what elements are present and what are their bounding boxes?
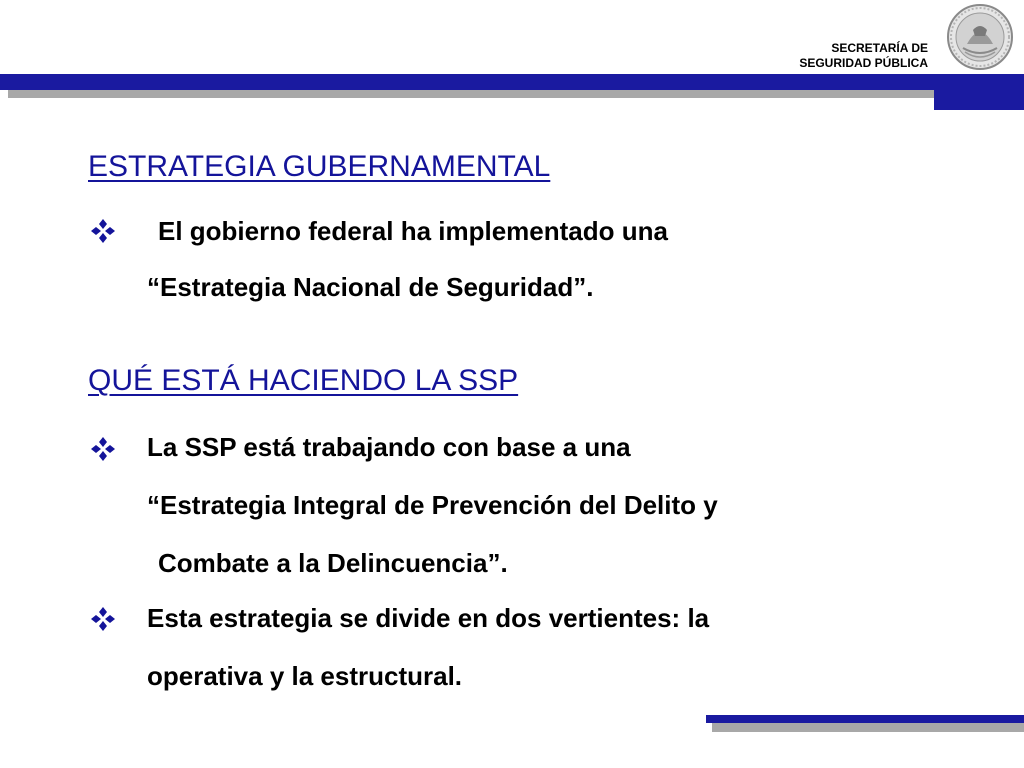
footer-blue-stripe bbox=[706, 715, 1024, 723]
four-diamond-bullet-icon bbox=[90, 606, 116, 632]
four-diamond-bullet-icon bbox=[90, 218, 116, 244]
bullet-2-line-2: “Estrategia Integral de Prevención del Delito y bbox=[147, 490, 718, 520]
bullet-3-line-1: Esta estrategia se divide en dos vertientes: la bbox=[147, 603, 710, 633]
section-title-estrategia: ESTRATEGIA GUBERNAMENTAL bbox=[88, 150, 551, 183]
bullet-2-line-3: Combate a la Delincuencia”. bbox=[158, 548, 508, 578]
footer-gray-stripe bbox=[712, 723, 1024, 732]
bullet-2-line-1: La SSP está trabajando con base a una bbox=[147, 432, 631, 462]
bullet-1-line-1: El gobierno federal ha implementado una bbox=[158, 216, 668, 246]
header-blue-stripe bbox=[0, 74, 934, 90]
bullet-3-line-2: operativa y la estructural. bbox=[147, 661, 463, 691]
bullet-1-line-2: “Estrategia Nacional de Seguridad”. bbox=[147, 272, 594, 302]
section-title-ssp: QUÉ ESTÁ HACIENDO LA SSP bbox=[88, 364, 519, 397]
four-diamond-bullet-icon bbox=[90, 436, 116, 462]
org-line-2: SEGURIDAD PÚBLICA bbox=[799, 56, 928, 70]
organization-name bbox=[799, 41, 928, 71]
logo-inner bbox=[934, 0, 1024, 74]
logo-panel bbox=[934, 0, 1024, 110]
org-line-1: SECRETARÍA DE bbox=[831, 41, 928, 55]
coat-of-arms-seal-icon bbox=[945, 0, 1015, 74]
